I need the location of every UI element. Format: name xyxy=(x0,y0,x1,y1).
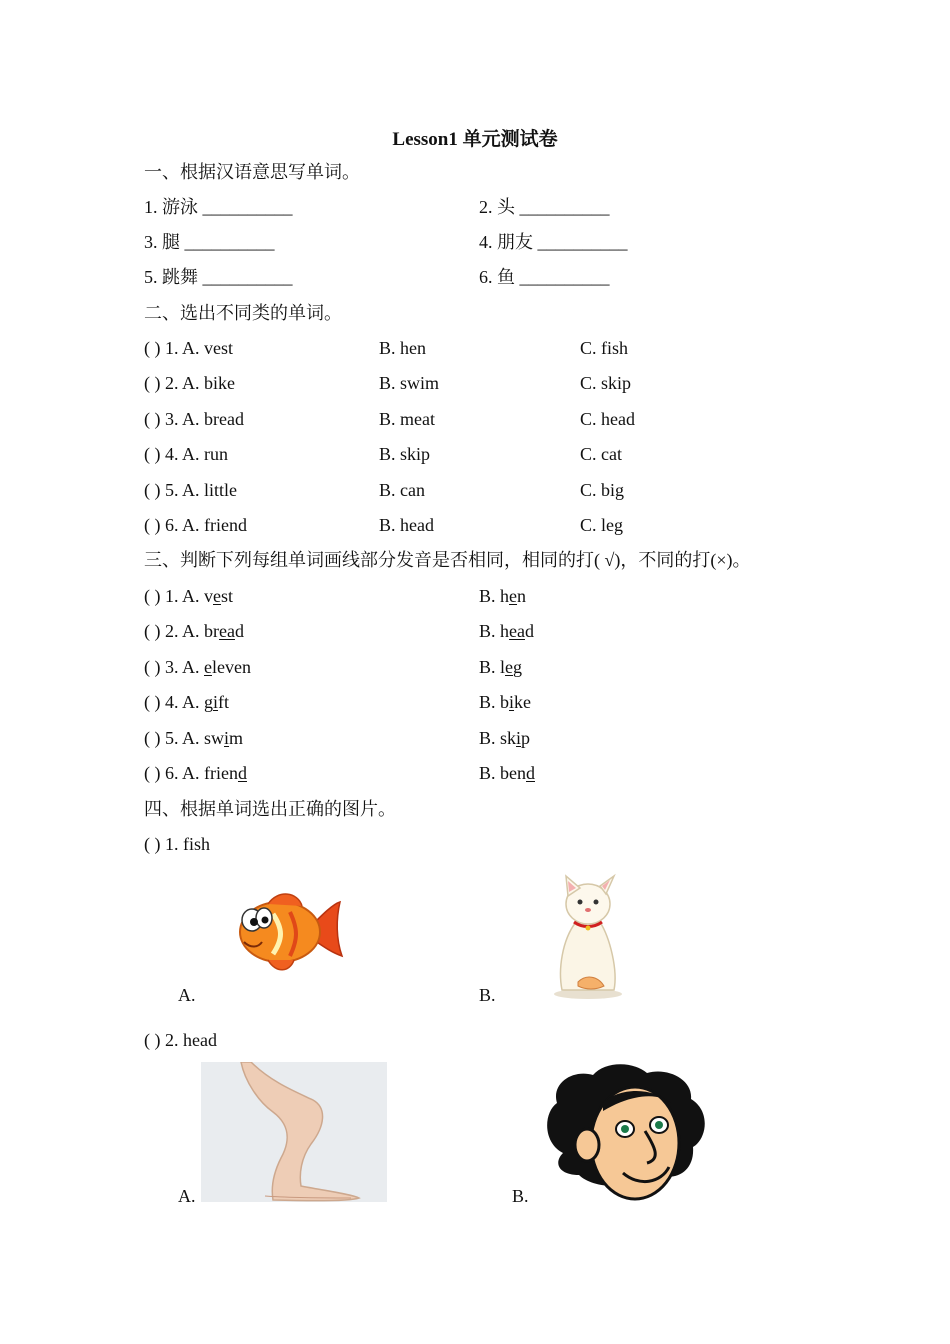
s3-q2-b: B. head xyxy=(479,621,534,641)
s2-q4-a: ( ) 4. A. run xyxy=(144,444,228,464)
cat-picture xyxy=(548,870,630,1002)
s2-q1-b: B. hen xyxy=(379,338,426,358)
s2-q5-b: B. can xyxy=(379,480,425,500)
s3-q4-a: ( ) 4. A. gift xyxy=(144,692,230,712)
s2-q6-c: C. leg xyxy=(580,515,623,535)
leg-picture xyxy=(201,1062,387,1202)
s4-q1-option-a: A. xyxy=(178,985,196,1005)
s3-q1-a: ( ) 1. A. vest xyxy=(144,586,234,606)
s2-q6-b: B. head xyxy=(379,515,434,535)
page-title: Lesson1 单元测试卷 xyxy=(392,129,558,150)
s1-item-4: 4. 朋友 __________ xyxy=(479,232,628,252)
s3-q5-b: B. skip xyxy=(479,728,531,748)
s4-q2: ( ) 2. head xyxy=(144,1030,217,1050)
s2-q6-a: ( ) 6. A. friend xyxy=(144,515,247,535)
s3-q3-b: B. leg xyxy=(479,657,523,677)
s1-item-5: 5. 跳舞 __________ xyxy=(144,267,293,287)
s4-q2-option-a: A. xyxy=(178,1186,196,1206)
s3-q6-a: ( ) 6. A. friend xyxy=(144,763,247,783)
s4-q1: ( ) 1. fish xyxy=(144,834,210,854)
s2-q3-b: B. meat xyxy=(379,409,435,429)
s4-q1-option-b: B. xyxy=(479,985,496,1005)
s2-q5-c: C. big xyxy=(580,480,625,500)
s2-q4-b: B. skip xyxy=(379,444,431,464)
section-3-heading: 三、判断下列每组单词画线部分发音是否相同，相同的打( √)，不同的打(×)。 xyxy=(144,550,751,570)
s1-item-6: 6. 鱼 __________ xyxy=(479,267,610,287)
s2-q1-a: ( ) 1. A. vest xyxy=(144,338,233,358)
s2-q2-c: C. skip xyxy=(580,373,632,393)
s3-q3-a: ( ) 3. A. eleven xyxy=(144,657,251,677)
s2-q5-a: ( ) 5. A. little xyxy=(144,480,237,500)
s2-q1-c: C. fish xyxy=(580,338,629,358)
s3-q6-b: B. bend xyxy=(479,763,535,783)
s2-q4-c: C. cat xyxy=(580,444,622,464)
s3-q1-b: B. hen xyxy=(479,586,527,606)
section-1-heading: 一、根据汉语意思写单词。 xyxy=(144,162,360,182)
s3-q5-a: ( ) 5. A. swim xyxy=(144,728,244,748)
fish-picture xyxy=(228,884,348,979)
s1-item-3: 3. 腿 __________ xyxy=(144,232,275,252)
s2-q3-c: C. head xyxy=(580,409,635,429)
s2-q2-b: B. swim xyxy=(379,373,440,393)
s2-q2-a: ( ) 2. A. bike xyxy=(144,373,235,393)
s1-item-2: 2. 头 __________ xyxy=(479,197,610,217)
s3-q4-b: B. bike xyxy=(479,692,532,712)
head-picture xyxy=(543,1063,711,1203)
s2-q3-a: ( ) 3. A. bread xyxy=(144,409,244,429)
s3-q2-a: ( ) 2. A. bread xyxy=(144,621,244,641)
s1-item-1: 1. 游泳 __________ xyxy=(144,197,293,217)
section-4-heading: 四、根据单词选出正确的图片。 xyxy=(144,799,396,819)
s4-q2-option-b: B. xyxy=(512,1186,529,1206)
section-2-heading: 二、选出不同类的单词。 xyxy=(144,303,342,323)
